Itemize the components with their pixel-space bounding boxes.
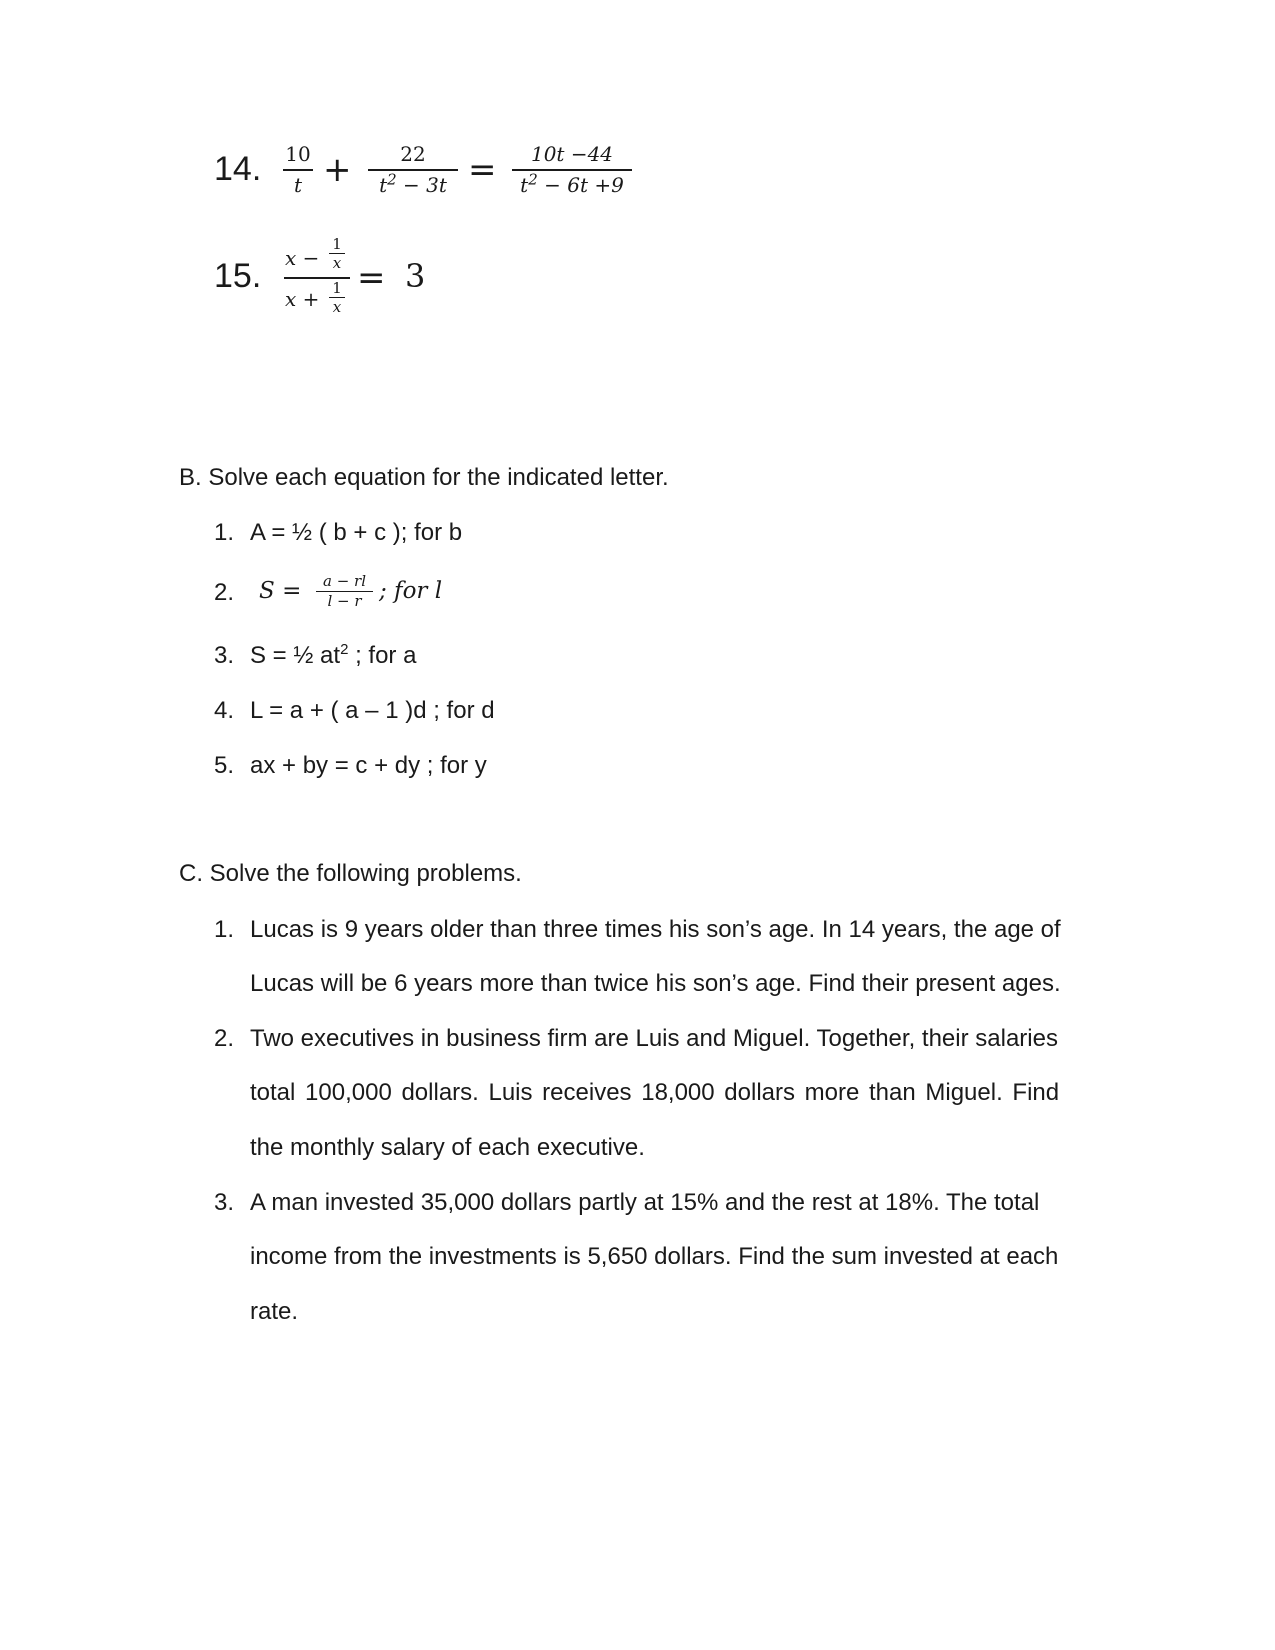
section-b-item-2-fraction bbox=[316, 573, 373, 610]
section-b-item-2-rest: ; for l bbox=[379, 578, 443, 604]
section-b-item-4-text: L = a + ( a – 1 )d ; for d bbox=[250, 697, 495, 724]
section-b-item-2-lhs: S = bbox=[259, 578, 302, 604]
problem-1-line-2: Lucas will be 6 years more than twice his son’s age. Find their present ages. bbox=[250, 970, 1061, 997]
eq15-denominator-inner-fraction: 1 x bbox=[329, 280, 345, 315]
section-b-item-2-number: 2. bbox=[214, 579, 235, 606]
eq14-fraction-3 bbox=[512, 142, 632, 197]
eq14-frac1-numerator: 10 bbox=[285, 142, 311, 166]
section-b-item-4-number: 4. bbox=[214, 697, 235, 724]
eq15-rhs: 3 bbox=[405, 257, 426, 295]
eq15-equals: = bbox=[357, 258, 386, 298]
problem-3-line-1: A man invested 35,000 dollars partly at 15% and the rest at 18%. The total bbox=[250, 1189, 1040, 1216]
section-b-item-2-numerator: a − rl bbox=[322, 572, 366, 590]
problem-1-line-1: Lucas is 9 years older than three times his son’s age. In 14 years, the age of bbox=[250, 916, 1061, 943]
eq14-frac2-numerator: 22 bbox=[400, 142, 426, 166]
eq14-frac1-denominator: t bbox=[293, 173, 303, 197]
section-b-item-2-denominator: l − r bbox=[327, 592, 362, 610]
problem-3-number: 3. bbox=[214, 1189, 235, 1216]
eq15-number: 15. bbox=[214, 257, 262, 295]
problem-2-line-2: total 100,000 dollars. Luis receives 18,000 dollars more than Miguel. Find bbox=[250, 1079, 1060, 1106]
section-b-item-5-number: 5. bbox=[214, 752, 235, 779]
section-b-item-5-text: ax + by = c + dy ; for y bbox=[250, 752, 487, 779]
eq14-frac3-denominator: $t^2 - 6t +9$ bbox=[520, 170, 624, 197]
section-b-item-1-text: A = ½ ( b + c ); for b bbox=[250, 519, 463, 546]
eq14-plus: + bbox=[323, 150, 352, 190]
section-b-item-3-text: S = ½ $at^2$ ; for a bbox=[250, 641, 417, 669]
eq14-fraction-2 bbox=[368, 142, 458, 197]
eq14-frac3-numerator: 10t −44 bbox=[530, 142, 614, 166]
eq14-number: 14. bbox=[214, 150, 262, 188]
problem-1-number: 1. bbox=[214, 916, 235, 943]
problem-2-line-3: the monthly salary of each executive. bbox=[250, 1134, 645, 1161]
eq15-denominator-var: x + bbox=[285, 287, 320, 311]
eq14-fraction-1 bbox=[283, 142, 313, 197]
problem-2-number: 2. bbox=[214, 1025, 235, 1052]
eq14-frac2-denominator: $t^2 - 3t$ bbox=[379, 170, 447, 197]
problem-3-line-3: rate. bbox=[250, 1298, 299, 1325]
eq14-equals: = bbox=[468, 150, 497, 190]
problem-2-line-1: Two executives in business firm are Luis and Miguel. Together, their salaries bbox=[250, 1025, 1058, 1052]
eq15-numerator-var: x − bbox=[285, 246, 320, 270]
section-b-item-1-number: 1. bbox=[214, 519, 235, 546]
section-c-heading: C. Solve the following problems. bbox=[179, 860, 522, 887]
section-b-item-3-number: 3. bbox=[214, 642, 235, 669]
section-b-heading: B. Solve each equation for the indicated letter. bbox=[179, 464, 669, 491]
problem-3-line-2: income from the investments is 5,650 dollars. Find the sum invested at each bbox=[250, 1243, 1059, 1270]
eq15-numerator-inner-fraction: 1 x bbox=[329, 236, 345, 271]
